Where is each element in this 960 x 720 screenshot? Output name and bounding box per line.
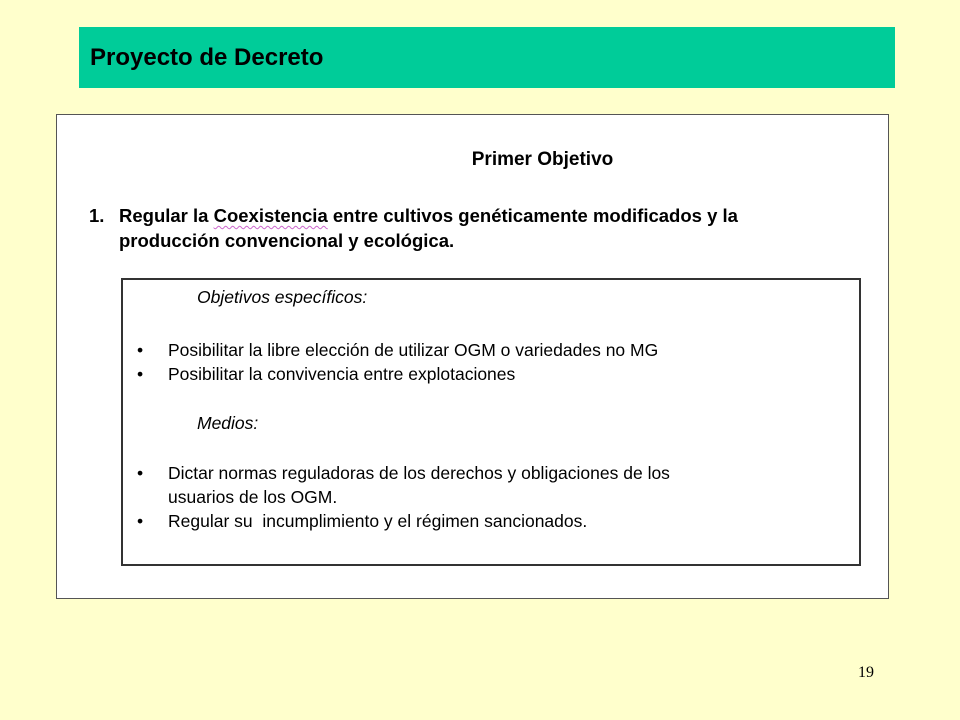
- section-heading: Primer Objetivo: [471, 149, 614, 170]
- list-item: [123, 362, 859, 386]
- title-bar: [79, 27, 895, 88]
- means-label: Medios:: [197, 413, 259, 433]
- list-item: [123, 338, 859, 362]
- bullet-icon: •: [137, 364, 144, 384]
- list-item-text: [168, 461, 808, 509]
- objective-line-1-start: Regular la: [119, 205, 214, 226]
- list-item: [123, 509, 859, 533]
- objective-line-1: [119, 203, 849, 228]
- content-panel: [56, 114, 889, 599]
- means-list: [123, 461, 859, 533]
- objective-text: [119, 203, 849, 253]
- list-item-text: Posibilitar la convivencia entre explotaciones: [168, 364, 516, 384]
- objective-number: 1.: [89, 205, 105, 226]
- list-item-text: Posibilitar la libre elección de utilizar OGM o variedades no MG: [168, 340, 659, 360]
- bullet-icon: •: [137, 340, 144, 360]
- list-item-line: usuarios de los OGM.: [168, 487, 338, 507]
- details-box: [121, 278, 861, 566]
- list-item-text: Regular su incumplimiento y el régimen sancionados.: [168, 511, 588, 531]
- specific-objectives-label: Objetivos específicos:: [197, 287, 368, 307]
- page-number: 19: [858, 664, 874, 681]
- objective-line-2: producción convencional y ecológica.: [119, 230, 455, 251]
- slide-title: Proyecto de Decreto: [90, 44, 324, 71]
- list-item-line: Dictar normas reguladoras de los derechos y obligaciones de los: [168, 463, 670, 483]
- spellcheck-word: Coexistencia: [213, 205, 328, 226]
- list-item: [123, 461, 859, 509]
- specific-objectives-list: [123, 338, 859, 386]
- bullet-icon: •: [137, 511, 144, 531]
- objective-line-1-end: entre cultivos genéticamente modificados y la: [327, 205, 738, 226]
- bullet-icon: •: [137, 463, 144, 483]
